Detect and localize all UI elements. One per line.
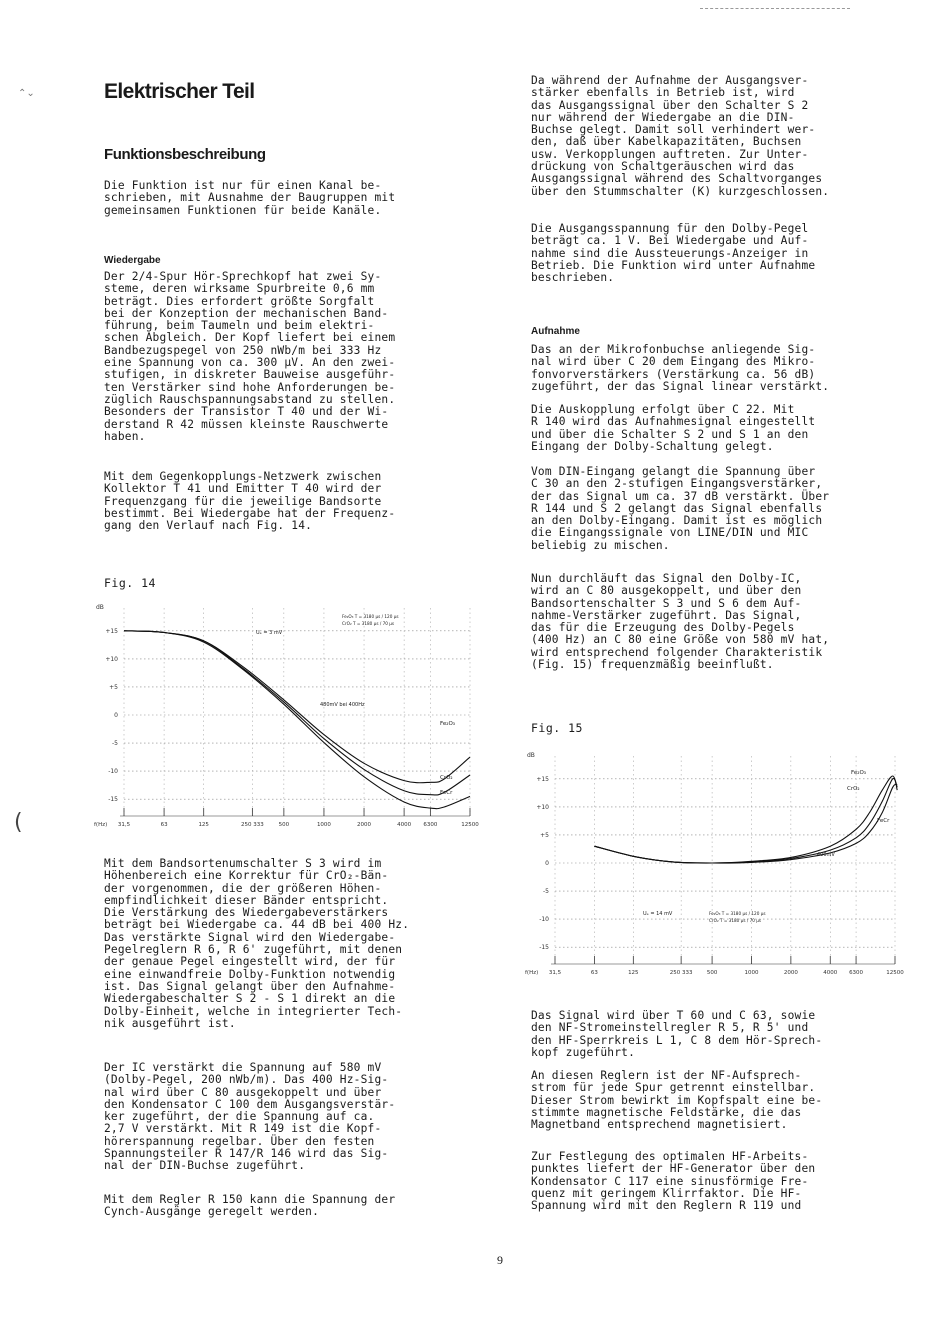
series-line-3 [594,784,897,863]
y-tick-label: +15 [536,775,549,783]
fig14-chart [94,598,479,834]
y-tick-label: +15 [105,627,118,635]
y-tick-label: 0 [545,860,549,867]
series-label: CrO₂ [440,775,453,781]
x-tick-label: 6300 [423,822,438,828]
y-tick-label: 0 [114,712,118,719]
series-label: FeCr [877,818,890,824]
chart-annotation: 400mV [817,852,835,858]
y-tick-label: +5 [109,683,118,691]
chart-annotation: CrO₂ T = 3180 µs / 70 µs [342,621,395,626]
fig15-chart [525,746,904,982]
intro-paragraph: Die Funktion ist nur für einen Kanal be- schrieben, mit Ausnahme der Baugruppen mit gemeinsamen Funktionen für beide Kanäle. [104,179,396,217]
paragraph: Das Signal wird über T 60 und C 63, sowie den NF-Stromeinstellregler R 5, R 5' und den HF-Sperrkreis L 1, C 8 dem Hör-Sprech- kopf zugeführt. [531,1009,823,1059]
figure-caption: Fig. 15 [531,721,583,735]
chart-annotation: Fe₂O₃ T = 3180 µs / 120 µs [709,911,766,916]
section-heading: Funktionsbeschreibung [104,146,266,163]
chart-annotation: Fe₂O₃ T = 3180 µs / 120 µs [342,614,399,619]
y-axis-label: dB [96,604,104,611]
page-number: 9 [497,1253,503,1267]
figure-caption: Fig. 14 [104,576,156,590]
y-tick-label: +10 [105,655,118,663]
series-label: FeCr [440,790,453,796]
y-tick-label: -15 [539,944,549,952]
paragraph: Das an der Mikrofonbuchse anliegende Sig- nal wird über C 20 dem Eingang des Mikro- fonvorverstärkers (Verstärkung ca. 56 dB) zugeführt, der das Signal linear verstärkt. [531,343,830,393]
paragraph: Die Ausgangsspannung für den Dolby-Pegel beträgt ca. 1 V. Bei Wiedergabe und Auf- nahme sind die Aussteuerungs-Anzeiger in Betrieb. Die Funktion wird unter Aufnahme beschrieben. [531,222,816,285]
x-tick-label: 2000 [357,822,372,828]
x-tick-label: 6300 [849,970,864,976]
series-line-2 [124,631,470,795]
series-label: CrO₂ [847,786,860,792]
x-tick-label: 250 333 [669,970,693,976]
paragraph: Der IC verstärkt die Spannung auf 580 mV (Dolby-Pegel, 200 nWb/m). Das 400 Hz-Sig- nal wird über C 80 ausgekoppelt und über den Kondensator C 100 dem Ausgangsverstär- ker zugeführt, der die Spannung auf ca. 2,7 V verstärkt. Mit R 149 ist die Kopf- hörerspannung regelbar. Über den festen Spannungsteiler R 147/R 146 wird das Sig- nal der DIN-Buchse zugeführt. [104,1061,396,1173]
top-rule [700,8,850,9]
x-tick-label: 63 [590,970,598,976]
subsection-heading: Aufnahme [531,326,580,337]
y-tick-label: -15 [108,796,118,804]
x-tick-label: 125 [628,970,639,976]
x-tick-label: 125 [198,822,209,828]
x-tick-label: 1000 [744,970,759,976]
fig14-plot [94,598,479,834]
fig15-plot [525,746,904,982]
x-axis-label: f(Hz) [525,970,539,976]
subsection-heading: Wiedergabe [104,255,161,266]
y-tick-label: +10 [536,803,549,811]
paragraph: Mit dem Gegenkopplungs-Netzwerk zwischen Kollektor T 41 und Emitter T 40 wird der Frequenzgang für die jeweilige Bandsorte bestimmt. Bei Wiedergabe hat der Frequenz- gang den Verlauf nach Fig. 14. [104,470,396,533]
series-line-1 [124,631,470,783]
x-axis-label: f(Hz) [94,822,108,828]
chart-annotation: 480mV bei 400Hz [320,702,365,708]
series-label: Fe₂O₃ [440,721,455,727]
chart-annotation: Uₑ = 14 mV [643,911,673,917]
chart-annotation: CrO₂ T = 3180 µs / 70 µs [709,918,762,923]
paragraph: Die Auskopplung erfolgt über C 22. Mit R 140 wird das Aufnahmesignal eingestellt und über die Schalter S 2 und S 1 an den Eingang der Dolby-Schaltung gelegt. [531,403,816,453]
paragraph: Vom DIN-Eingang gelangt die Spannung über C 30 an den 2-stufigen Eingangsverstärker, der das Signal um ca. 37 dB verstärkt. Über R 144 und S 2 gelangt das Signal ebenfalls an den Dolby-Eingang. Damit ist es möglich die Eingangssignale von LINE/DIN und MIC beliebig zu mischen. [531,465,830,552]
x-tick-label: 500 [706,970,718,976]
y-tick-label: +5 [540,831,549,839]
y-tick-label: -10 [539,916,549,924]
margin-mark: ⌃⌄ [18,88,35,99]
x-tick-label: 31,5 [548,970,562,976]
x-tick-label: 2000 [783,970,798,976]
y-axis-label: dB [527,752,535,759]
x-tick-label: 31,5 [117,822,131,828]
paragraph: Der 2/4-Spur Hör-Sprechkopf hat zwei Sy- steme, deren wirksame Spurbreite 0,6 mm beträgt. Dies erfordert größte Sorgfalt bei der Konzeption der mechanischen Band- führung, beim Taumeln und beim elektri- schen Abgleich. Der Kopf liefert bei einem Bandbezugspegel von 250 nWb/m bei 333 Hz eine Spannung von ca. 300 µV. An den zwei- stufigen, in diskreter Bauweise ausgeführ- ten Verstärker sind hohe Anforderungen be- züglich Rauschspannungsabstand zu stellen. Besonders der Transistor T 40 und der Wi- derstand R 42 müssen kleinste Rauschwerte haben. [104,270,396,443]
x-tick-label: 4000 [397,822,412,828]
y-tick-label: -5 [543,888,549,896]
x-tick-label: 12500 [461,822,479,828]
margin-mark: ( [14,810,23,835]
paragraph: Mit dem Regler R 150 kann die Spannung der Cynch-Ausgänge geregelt werden. [104,1193,396,1219]
y-tick-label: -5 [112,740,118,748]
series-label: Fe₂O₃ [851,770,866,776]
paragraph: Zur Festlegung des optimalen HF-Arbeits- punktes liefert der HF-Generator über den Kondensator C 117 eine sinusförmige Fre- quenz mit geringem Klirrfaktor. Die HF- Spannung wird mit den Reglern R 119 und [531,1150,816,1213]
page-title: Elektrischer Teil [104,80,255,103]
x-tick-label: 1000 [316,822,331,828]
x-tick-label: 250 333 [240,822,264,828]
x-tick-label: 12500 [886,970,904,976]
x-tick-label: 500 [278,822,290,828]
series-line-3 [124,631,470,809]
x-tick-label: 4000 [823,970,838,976]
paragraph: An diesen Reglern ist der NF-Aufsprech- strom für jede Spur getrennt einstellbar. Dieser Strom bewirkt im Kopfspalt eine be- stimmte magnetische Feldstärke, die das Magnetband entsprechend magnetisiert. [531,1069,823,1132]
y-tick-label: -10 [108,768,118,776]
x-tick-label: 63 [160,822,168,828]
paragraph: Mit dem Bandsortenumschalter S 3 wird im Höhenbereich eine Korrektur für CrO₂-Bän- der vorgenommen, die der größeren Höhen- empfindlichkeit dieser Bänder entspricht. Die Verstärkung des Wiedergabeverstärkers beträgt bei Wiedergabe ca. 44 dB bei 400 Hz. Das verstärkte Signal wird den Wiedergabe- Pegelreglern R 6, R 6' zugeführt, mit denen der genaue Pegel eingestellt wird, der für eine einwandfreie Dolby-Funktion notwendig ist. Das Signal gelangt über den Aufnahme- Wiedergabeschalter S 2 - S 1 direkt an die Dolby-Einheit, welche in integrierter Tech- nik ausgeführt ist. [104,857,410,1030]
paragraph: Da während der Aufnahme der Ausgangsver- stärker ebenfalls in Betrieb ist, wird das Ausgangssignal über den Schalter S 2 nur während der Wiedergabe an die DIN- Buchse gelegt. Damit soll verhindert wer- den, daß über Kabelkapazitäten, Buchsen usw. Verkopplungen auftreten. Zur Unter- drückung von Schaltgeräuschen wird das Ausgangssignal während des Schaltvorganges über den Stummschalter (K) kurzgeschlossen. [531,74,830,198]
chart-annotation: Uₑ = 3 mV [256,630,283,636]
paragraph: Nun durchläuft das Signal den Dolby-IC, wird an C 80 ausgekoppelt, und über den Bandsortenschalter S 3 und S 6 dem Auf- nahme-Verstärker zugeführt. Das Signal, das für die Erzeugung des Dolby-Pegels (400 Hz) an C 80 eine Größe von 580 mV hat, wird entsprechend folgender Charakteristik (Fig. 15) frequenzmäßig beeinflußt. [531,572,830,672]
